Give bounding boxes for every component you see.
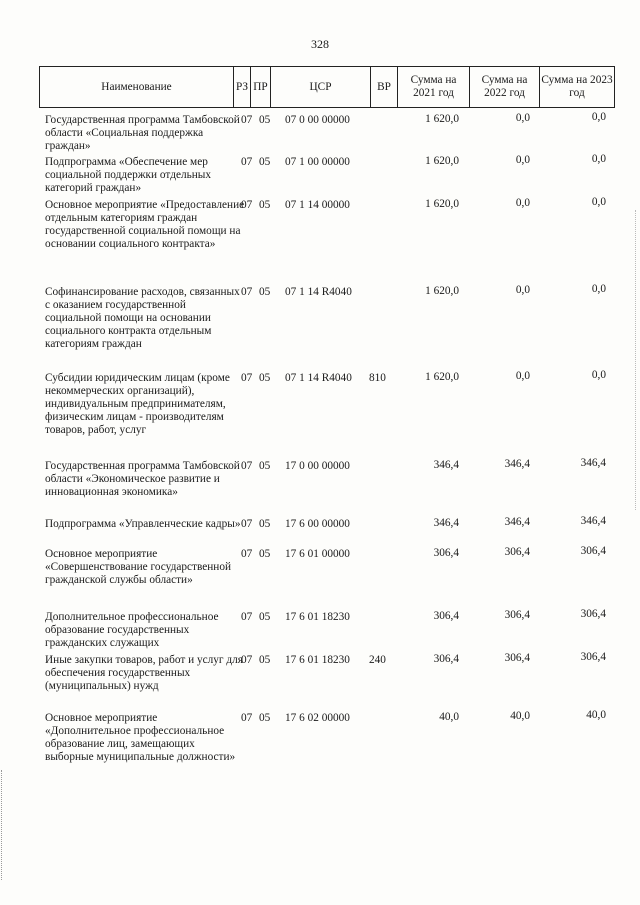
header-name: Наименование <box>40 67 234 107</box>
row-s3: 40,0 <box>586 709 606 721</box>
row-s1: 40,0 <box>439 711 459 723</box>
row-rz: 07 <box>241 372 253 384</box>
row-rz: 07 <box>241 518 253 530</box>
row-rz: 07 <box>241 654 253 666</box>
row-csr: 07 0 00 00000 <box>285 114 350 126</box>
row-s2: 346,4 <box>504 458 530 470</box>
row-name: Подпрограмма «Обеспечение мер социальной поддержки отдельных категорий граждан» <box>45 156 212 194</box>
row-s2: 306,4 <box>504 546 530 558</box>
row-s2: 0,0 <box>515 154 530 166</box>
row-rz: 07 <box>241 712 253 724</box>
row-pr: 05 <box>259 712 271 724</box>
row-pr: 05 <box>259 460 271 472</box>
row-s1: 306,4 <box>433 610 459 622</box>
row-rz: 07 <box>241 156 253 168</box>
row-csr: 17 6 01 18230 <box>285 654 350 666</box>
row-rz: 07 <box>241 548 253 560</box>
row-s1: 306,4 <box>433 653 459 665</box>
row-pr: 05 <box>259 518 271 530</box>
row-s2: 0,0 <box>515 112 530 124</box>
row-s2: 0,0 <box>515 197 530 209</box>
header-sum-2022: Сумма на 2022 год <box>470 67 540 107</box>
row-s1: 346,4 <box>433 459 459 471</box>
row-s1: 306,4 <box>433 547 459 559</box>
row-s1: 1 620,0 <box>425 113 459 125</box>
row-name: Государственная программа Тамбовской области «Экономическое развитие и инновационная экономика» <box>45 460 240 498</box>
row-csr: 07 1 14 R4040 <box>285 286 352 298</box>
row-name: Иные закупки товаров, работ и услуг для обеспечения государственных (муниципальных) нужд <box>45 654 243 692</box>
header-rz: РЗ <box>234 67 251 107</box>
row-s3: 0,0 <box>591 111 606 123</box>
row-name: Софинансирование расходов, связанных с оказанием государственной социальной помощи на основании социального контракта отдельным категориям граждан <box>45 286 240 350</box>
row-pr: 05 <box>259 654 271 666</box>
row-pr: 05 <box>259 372 271 384</box>
row-name: Подпрограмма «Управленческие кадры» <box>45 518 241 530</box>
row-name: Государственная программа Тамбовской области «Социальная поддержка граждан» <box>45 114 240 152</box>
row-csr: 17 0 00 00000 <box>285 460 350 472</box>
row-pr: 05 <box>259 114 271 126</box>
row-rz: 07 <box>241 460 253 472</box>
row-pr: 05 <box>259 611 271 623</box>
row-csr: 07 1 14 R4040 <box>285 372 352 384</box>
row-s1: 1 620,0 <box>425 198 459 210</box>
row-s3: 306,4 <box>580 608 606 620</box>
row-s3: 0,0 <box>591 196 606 208</box>
row-vr: 810 <box>369 372 386 384</box>
table-header <box>39 66 615 108</box>
row-name: Дополнительное профессиональное образование государственных гражданских служащих <box>45 611 219 649</box>
row-s1: 1 620,0 <box>425 155 459 167</box>
row-rz: 07 <box>241 114 253 126</box>
row-name: Основное мероприятие «Дополнительное профессиональное образование лиц, замещающих выборные муниципальные должности» <box>45 712 236 763</box>
header-sum-2021: Сумма на 2021 год <box>398 67 470 107</box>
scan-edge-marks-right <box>635 210 638 510</box>
row-s2: 40,0 <box>510 710 530 722</box>
row-csr: 07 1 00 00000 <box>285 156 350 168</box>
row-s1: 1 620,0 <box>425 371 459 383</box>
row-s3: 0,0 <box>591 153 606 165</box>
row-vr: 240 <box>369 654 386 666</box>
row-s3: 346,4 <box>580 457 606 469</box>
row-s3: 306,4 <box>580 545 606 557</box>
row-rz: 07 <box>241 199 253 211</box>
header-csr: ЦСР <box>271 67 371 107</box>
header-sum-2023: Сумма на 2023 год <box>541 74 613 99</box>
row-s2: 0,0 <box>515 284 530 296</box>
row-csr: 07 1 14 00000 <box>285 199 350 211</box>
row-csr: 17 6 01 18230 <box>285 611 350 623</box>
row-name: Основное мероприятие «Предоставление отдельным категориям граждан государственной социальной помощи на основании социального контракта» <box>45 199 245 250</box>
page-number: 328 <box>311 37 329 51</box>
row-s2: 306,4 <box>504 609 530 621</box>
row-pr: 05 <box>259 548 271 560</box>
scan-edge-marks <box>1 770 4 880</box>
row-csr: 17 6 01 00000 <box>285 548 350 560</box>
row-s2: 346,4 <box>504 516 530 528</box>
header-vr: ВР <box>371 67 398 107</box>
row-s2: 306,4 <box>504 652 530 664</box>
row-pr: 05 <box>259 156 271 168</box>
row-s3: 0,0 <box>591 369 606 381</box>
row-name: Субсидии юридическим лицам (кроме некоммерческих организаций), индивидуальным предпринимателям, физическим лицам - производителям товаров, работ, услуг <box>45 372 230 436</box>
row-s2: 0,0 <box>515 370 530 382</box>
row-rz: 07 <box>241 611 253 623</box>
row-pr: 05 <box>259 286 271 298</box>
row-s3: 0,0 <box>591 283 606 295</box>
row-pr: 05 <box>259 199 271 211</box>
row-s3: 346,4 <box>580 515 606 527</box>
row-name: Основное мероприятие «Совершенствование государственной гражданской службы области» <box>45 548 232 586</box>
row-rz: 07 <box>241 286 253 298</box>
header-pr: ПР <box>251 67 271 107</box>
row-s1: 1 620,0 <box>425 285 459 297</box>
row-s1: 346,4 <box>433 517 459 529</box>
row-csr: 17 6 02 00000 <box>285 712 350 724</box>
row-s3: 306,4 <box>580 651 606 663</box>
row-csr: 17 6 00 00000 <box>285 518 350 530</box>
